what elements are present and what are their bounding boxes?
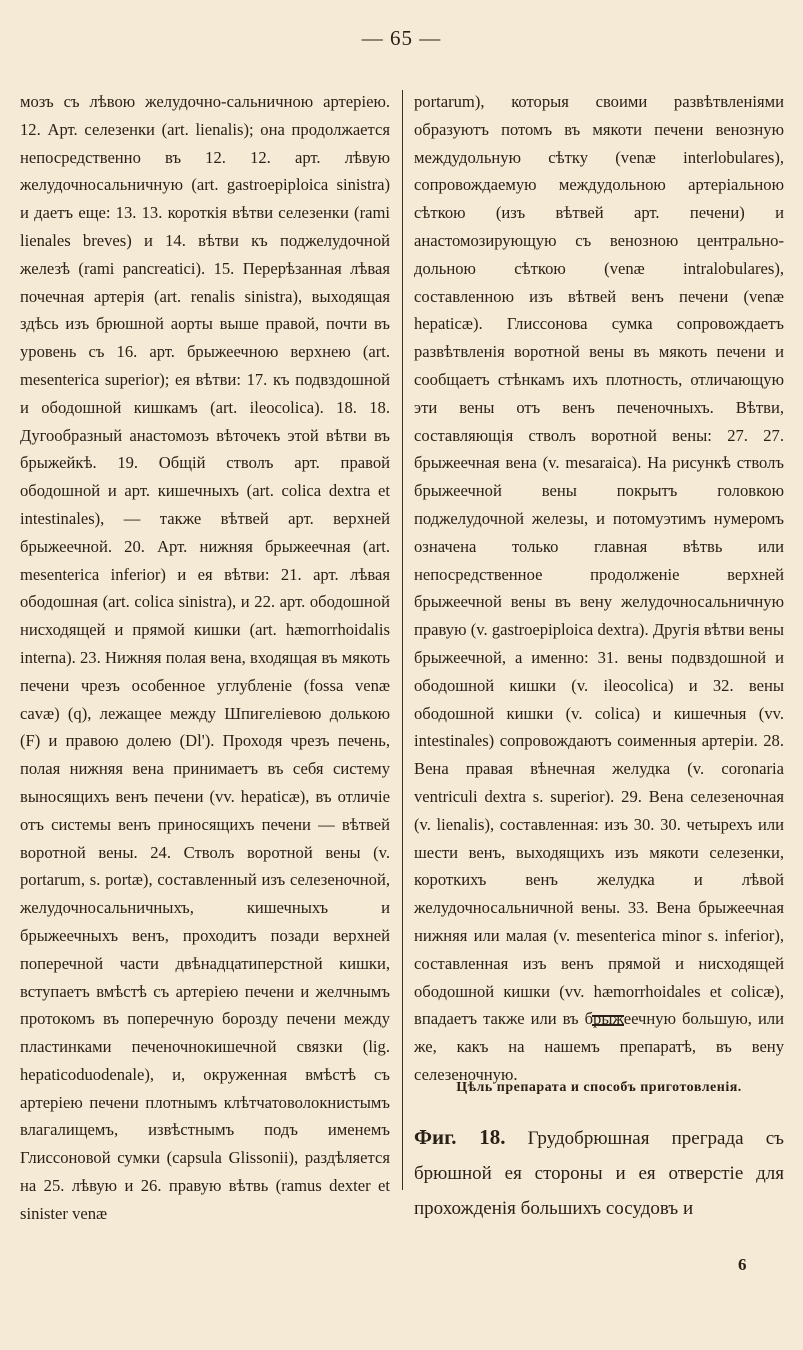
section-title: Цѣль препарата и способъ приготовленія. [456, 1080, 742, 1095]
signature-mark: 6 [738, 1255, 747, 1274]
left-column [20, 88, 390, 1228]
right-column-text: portarum), которыя своими развѣтвленіями образуютъ потомъ въ мякоти печени венозную междудольную сѣтку (venæ interlobulares), сопровождаемую междудольною артеріальною сѣткою (изъ вѣтвей арт. печени) и анастомозирующую съ венозною центрально-дольною сѣткою (venæ intralobulares), составленною изъ вѣтвей венъ печени (venæ hepaticæ). Глиссонова сумка сопровождаетъ развѣтвленія воротной вены въ мякоть печени и сообщаетъ стѣнкамъ ихъ плотность, отличающую эти вены отъ венъ печеночныхъ. Вѣтви, составляющія стволъ воротной вены: 27. 27. брыжеечная вена (v. mesaraica). На рисункѣ стволъ брыжеечной вены покрытъ головкою поджелудочной железы, и потомуэтимъ нумеромъ означена только главная вѣтвь или непосредственное продолженіе верхней брыжеечной вены въ вену желудочносальничную правую (v. gastroepiploica dextra). Другія вѣтви вены брыжеечной, а именно: 31. вены подвздошной и ободошной кишки (v. ileocolica) и 32. вены ободошной кишки (v. colica) и кишечныя (vv. intestinales) сопровождаютъ соименныя артеріи. 28. Вена правая вѣнечная желудка (v. coronaria ventriculi dextra s. superior). 29. Вена селезеночная (v. lienalis), составленная: изъ 30. 30. четырехъ или шести венъ, выходящихъ изъ мякоти селезенки, короткихъ венъ желудка и лѣвой желудочносальничной вены. 33. Вена брыжеечная нижняя или малая (v. mesenterica minor s. inferior), составленная изъ венъ прямой и нисходящей ободошной кишки (vv. hæmorrhoidales et colicæ), впадаетъ также или въ брыжеечную большую, или же, какъ на нашемъ препаратѣ, въ вену селезеночную. [414, 92, 784, 1084]
right-column [414, 88, 784, 1089]
column-divider [402, 90, 403, 1190]
figure-paragraph [414, 1120, 784, 1226]
left-column-text: мозъ съ лѣвою желудочно-сальничною артеріею. 12. Арт. селезенки (art. lienalis); она продолжается непосредственно въ 12. 12. арт. лѣвую желудочносальничную (art. gastroepiploica sinistra) и даетъ еще: 13. 13. короткія вѣтви селезенки (rami lienales breves) и 14. вѣтви къ поджелудочной железѣ (rami pancreatici). 15. Перерѣзанная лѣвая почечная артерія (art. renalis sinistra), выходящая здѣсь изъ брюшной аорты выше правой, почти въ уровень съ 16. арт. брыжеечною верхнею (art. mesenterica superior); ея вѣтви: 17. къ подвздошной и ободошной кишкамъ (art. ileocolica). 18. 18. Дугообразный анастомозъ вѣточекъ этой вѣтви въ брыжейкѣ. 19. Общій стволъ арт. правой ободошной и арт. кишечныхъ (art. colica dextra et intestinales), — также вѣтвей арт. верхней брыжеечной. 20. Арт. нижняя брыжеечная (art. mesenterica inferior) и ея вѣтви: 21. арт. лѣвая ободошная (art. colica sinistra), и 22. арт. ободошной нисходящей и прямой кишки (art. hæmorrhoidalis interna). 23. Нижняя полая вена, входящая въ мякоть печени чрезъ особенное углубленіе (fossa venæ cavæ) (q), лежащее между Шпигеліевою долькою (F) и правою долею (Dl'). Проходя чрезъ печень, полая нижняя вена принимаетъ въ себя систему выносящихъ венъ печени (vv. hepaticæ), въ отличіе отъ системы венъ приносящихъ печени — вѣтвей воротной вены. 24. Стволъ воротной вены (v. portarum, s. portæ), составленный изъ селезеночной, желудочносальничныхъ, кишечныхъ и брыжеечныхъ венъ, проходитъ позади верхней поперечной части двѣнадцатиперстной кишки, вступаетъ вмѣстѣ съ артеріею печени и желчнымъ протокомъ въ поперечную борозду печени между пластинками печеночнокишечной связки (lig. hepaticoduodenale), и, окруженная вмѣстѣ съ артеріею печени плотнымъ клѣтчатоволокнистымъ влагалищемъ, извѣстнымъ подъ именемъ Глиссоновой сумки (capsula Glissonii), раздѣляется на 25. лѣвую и 26. правую вѣтвь (ramus dexter et sinister venæ [20, 92, 390, 1223]
figure-text: Грудобрюшная преграда съ брюшной ея стороны и ея отверстіе для прохожденія большихъ сосудовъ и [414, 1128, 784, 1219]
figure-label: Фиг. 18. [414, 1125, 506, 1149]
page-number: — 65 — [361, 26, 442, 50]
section-separator [592, 1015, 624, 1026]
